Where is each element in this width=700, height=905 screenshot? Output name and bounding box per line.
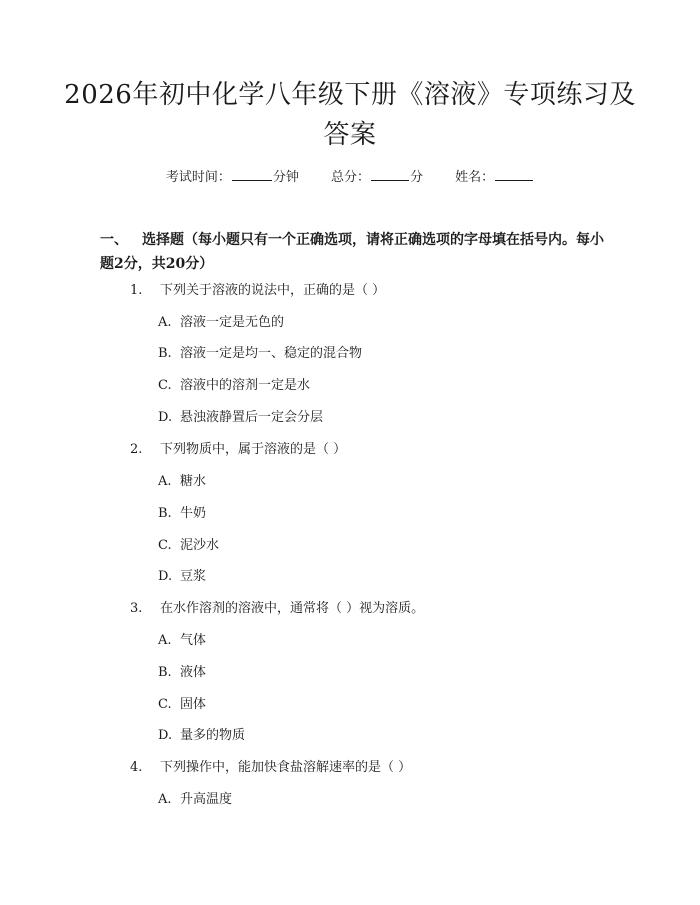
option-letter: A. [158,474,172,489]
option-2c [158,536,219,556]
exam-time-label: 考试时间： [165,170,231,185]
option-text: 溶液中的溶剂一定是水 [180,378,311,393]
question-1 [130,281,385,301]
total-score-field [331,170,423,185]
option-3b [158,663,206,683]
option-letter: C. [158,697,172,712]
option-letter: D. [158,728,173,743]
option-1c [158,376,310,396]
option-3d [158,726,245,746]
option-2d [158,567,206,587]
question-text: 在水作溶剂的溶液中，通常将（ ）视为溶质。 [160,601,425,616]
section-heading [100,228,605,276]
option-text: 豆浆 [180,569,207,584]
total-score-label: 总分： [330,170,370,185]
section-number: 一、 [100,232,128,248]
name-blank [495,168,533,181]
option-text: 泥沙水 [180,538,220,553]
option-text: 溶液一定是无色的 [180,315,285,330]
section-instructions: 选择题（每小题只有一个正确选项，请将正确选项的字母填在括号内。每小题2分，共20分） [100,232,604,272]
option-1b [158,344,362,364]
total-score-unit: 分 [410,170,424,185]
option-letter: B. [158,665,172,680]
question-3 [130,599,424,619]
option-text: 气体 [180,633,207,648]
option-3a [158,631,206,651]
option-text: 固体 [180,697,207,712]
question-4 [130,758,411,778]
option-3c [158,695,206,715]
option-text: 悬浊液静置后一定会分层 [180,410,324,425]
exam-time-blank [232,168,272,181]
option-text: 溶液一定是均一、稳定的混合物 [180,346,363,361]
option-letter: D. [158,569,173,584]
option-letter: A. [158,792,172,807]
question-number: 4. [130,760,143,775]
question-number: 3. [130,601,143,616]
name-label: 姓名： [455,170,495,185]
total-score-blank [371,168,409,181]
exam-info-line [0,168,700,188]
option-1d [158,408,323,428]
option-letter: B. [158,506,172,521]
option-text: 液体 [180,665,207,680]
option-letter: A. [158,633,172,648]
option-letter: B. [158,346,172,361]
option-1a [158,313,284,333]
question-number: 2. [130,442,143,457]
option-letter: A. [158,315,172,330]
exam-time-unit: 分钟 [272,170,299,185]
exam-time-field [166,170,299,185]
option-text: 量多的物质 [180,728,246,743]
question-text: 下列物质中，属于溶液的是（ ） [160,442,347,457]
option-text: 升高温度 [180,792,233,807]
question-number: 1. [130,283,143,298]
option-text: 糖水 [180,474,207,489]
option-letter: C. [158,378,172,393]
page-title: 2026年初中化学八年级下册《溶液》专项练习及答案 [64,80,636,150]
question-text: 下列关于溶液的说法中，正确的是（ ） [160,283,386,298]
option-2b [158,504,206,524]
option-letter: D. [158,410,173,425]
option-4a [158,790,232,810]
question-text: 下列操作中，能加快食盐溶解速率的是（ ） [160,760,412,775]
option-letter: C. [158,538,172,553]
name-field [455,170,534,185]
option-text: 牛奶 [180,506,207,521]
question-2 [130,440,346,460]
option-2a [158,472,206,492]
